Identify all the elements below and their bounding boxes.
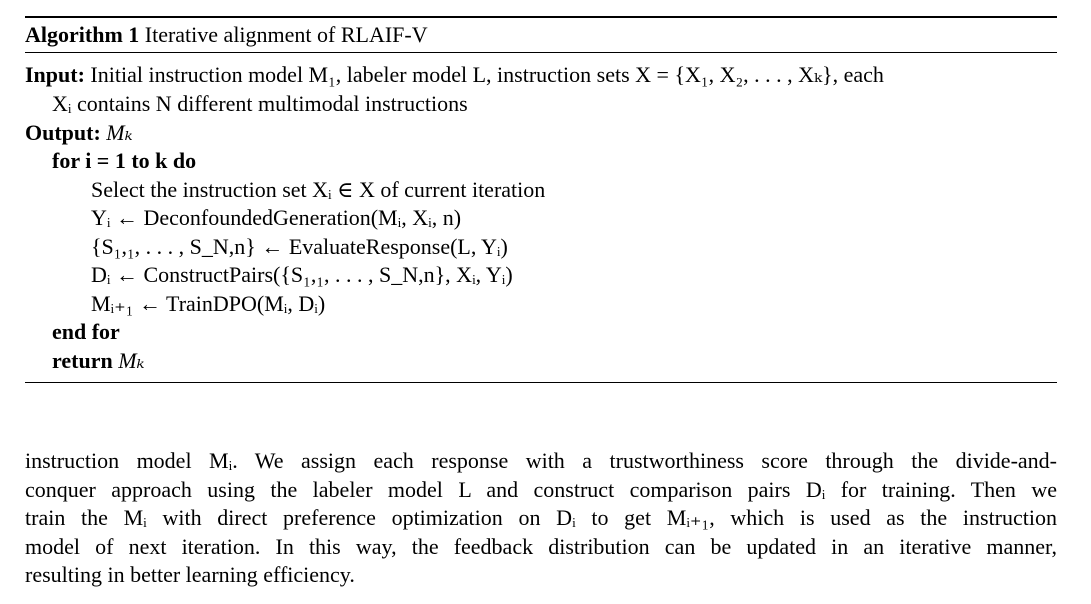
- algorithm-label: Algorithm 1: [25, 22, 140, 47]
- algorithm-caption: [25, 22, 428, 48]
- algorithm-title: Iterative alignment of RLAIF-V: [144, 22, 428, 47]
- return-keyword: return: [52, 348, 113, 373]
- return-line: [52, 348, 145, 374]
- paragraph-line: train the Mᵢ with direct preference optimization on Dᵢ to get Mᵢ₊₁, which is used as the instruction: [25, 505, 1057, 530]
- paragraph-line: instruction model Mᵢ. We assign each response with a trustworthiness score through the divide-and-: [25, 448, 1057, 473]
- paragraph-line: resulting in better learning efficiency.: [25, 562, 355, 587]
- caption-rule: [25, 52, 1057, 53]
- body-line: Select the instruction set Xᵢ ∈ X of current iteration: [91, 177, 546, 202]
- input-text: Initial instruction model M₁, labeler model L, instruction sets X = {X₁, X₂, . . . , Xₖ}, each: [90, 62, 884, 87]
- input-keyword: Input:: [25, 62, 85, 87]
- output-keyword: Output:: [25, 120, 101, 145]
- body-line: Mᵢ₊₁ ← TrainDPO(Mᵢ, Dᵢ): [91, 291, 326, 316]
- paragraph-line: model of next iteration. In this way, the feedback distribution can be updated in an iterative manner,: [25, 533, 1057, 559]
- input-line: [25, 62, 884, 88]
- body-line: Yᵢ ← DeconfoundedGeneration(Mᵢ, Xᵢ, n): [91, 205, 462, 230]
- for-line: for i = 1 to k do: [52, 148, 197, 173]
- input-line-cont: [52, 91, 468, 117]
- paragraph-line: conquer approach using the labeler model L and construct comparison pairs Dᵢ for training. Then we: [25, 476, 1057, 502]
- body-line: Dᵢ ← ConstructPairs({S₁,₁, . . . , S_N,n}, Xᵢ, Yᵢ): [91, 262, 513, 287]
- top-rule: [25, 16, 1057, 18]
- end-for-line: end for: [52, 319, 120, 344]
- body-line: {S₁,₁, . . . , S_N,n} ← EvaluateResponse(L, Yᵢ): [91, 234, 508, 259]
- bottom-rule: [25, 382, 1057, 383]
- output-line: [25, 120, 133, 146]
- output-value: Mₖ: [106, 120, 133, 145]
- body-paragraph: [25, 447, 1057, 590]
- return-value: Mₖ: [118, 348, 145, 373]
- input-text-cont: Xᵢ contains N different multimodal instructions: [52, 91, 468, 116]
